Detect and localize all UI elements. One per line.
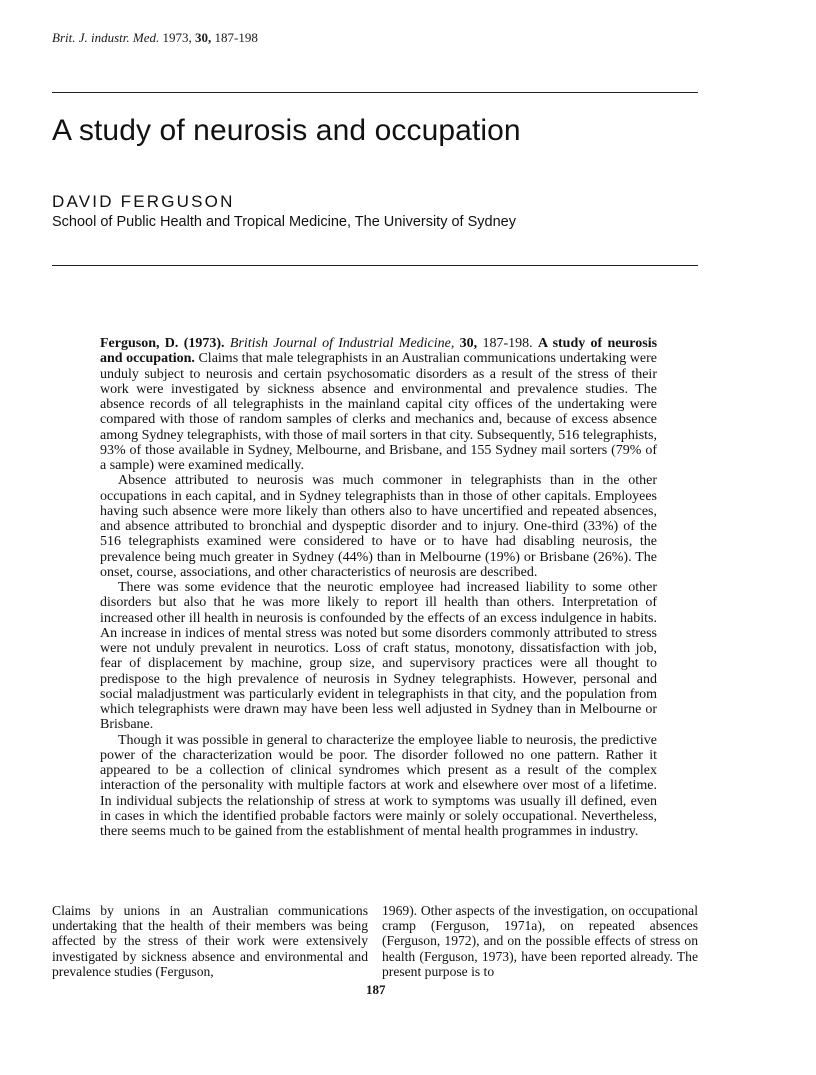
journal-pages: 187-198: [214, 30, 258, 45]
journal-volume: 30,: [195, 30, 212, 45]
abstract-ref-authors: Ferguson, D. (1973).: [100, 336, 225, 351]
abstract-ref-title: A study of neurosis and occupation.: [100, 336, 658, 367]
journal-name: Brit. J. industr. Med.: [52, 30, 160, 45]
abstract-paragraph: There was some evidence that the neurotic employee had increased liability to some other disorders but also that he was more likely to report ill health than others. Interpretation of increased other ill health in neurosis is confounded by the effects of an excess indulgence in habits. An increase in indices of mental stress was noted but some disorders commonly attributed to stress were not unduly prevalent in neurotics. Loss of craft status, monotony, dissatisfaction with job, fear of displacement by machine, group size, and supervisory practices were all thought to predispose to the high prevalence of neurosis in Sydney telegraphists. However, personal and social maladjustment was particularly evident in telegraphists in that city, and the population from which telegraphists were drawn may have been less well adjusted in Sydney than in Melbourne or Brisbane.: [100, 580, 657, 733]
page-number: 187: [366, 982, 386, 997]
abstract-paragraph: Though it was possible in general to characterize the employee liable to neurosis, the predictive power of the characterization would be poor. The disorder followed no one pattern. Rather it appeared to be a collection of clinical syndromes which present as a result of the complex interaction of the personality with multiple factors at work and elsewhere over most of a lifetime. In individual subjects the relationship of stress at work to symptoms was usually ill defined, even in cases in which the identified probable factors were mainly or solely occupational. Nevertheless, there seems much to be gained from the establishment of mental health programmes in industry.: [100, 732, 657, 839]
abstract-paragraph: [100, 336, 657, 473]
body-column-left: Claims by unions in an Australian communications undertaking that the health of their members was being affected by the stress of their work were extensively investigated by sickness absence and environmental and prevalence studies (Ferguson,: [52, 903, 368, 979]
author-affiliation: School of Public Health and Tropical Medicine, The University of Sydney: [52, 214, 516, 230]
abstract-ref-journal: British Journal of Industrial Medicine,: [229, 336, 455, 351]
body-column-right: 1969). Other aspects of the investigation, on occupational cramp (Ferguson, 1971a), on repeated absences (Ferguson, 1972), and on the possible effects of stress on health (Ferguson, 1973), have been reported already. The present purpose is to: [382, 903, 698, 979]
abstract-ref-volume: 30,: [459, 336, 478, 351]
article-title: A study of neurosis and occupation: [52, 114, 521, 147]
author-name: DAVID FERGUSON: [52, 192, 235, 211]
title-block-divider: [52, 265, 698, 266]
abstract-paragraph: Absence attributed to neurosis was much commoner in telegraphists than in the other occupations in each capital, and in Sydney telegraphists than in those of other capitals. Employees having such absence were more likely than others also to have uncertified and repeated absences, and absence attributed to bronchial and dyspeptic disorder and to injury. One-third (33%) of the 516 telegraphists examined were considered to have or to have had disabling neurosis, the prevalence being much greater in Sydney (44%) than in Melbourne (19%) or Brisbane (26%). The onset, course, associations, and other characteristics of neurosis are described.: [100, 473, 657, 580]
abstract-text-1: Claims that male telegraphists in an Australian communications undertaking were unduly subject to neurosis and certain psychosomatic disorders as a result of the stress of their work were investigated by sickness absence and environmental and prevalence studies. The absence records of all telegraphists in the mainland capital city offices of the undertaking were compared with those of random samples of clerks and mechanics and, because of excess absence among Sydney telegraphists, with those of mail sorters in that city. Subsequently, 516 telegraphists, 93% of those available in Sydney, Melbourne, and Brisbane, and 155 Sydney mail sorters (79% of a sample) were examined medically.: [100, 351, 658, 473]
journal-citation: [52, 30, 258, 46]
journal-year: 1973,: [162, 30, 192, 45]
header-divider: [52, 92, 698, 93]
abstract: [100, 336, 657, 839]
abstract-ref-pages: 187-198.: [482, 336, 533, 351]
